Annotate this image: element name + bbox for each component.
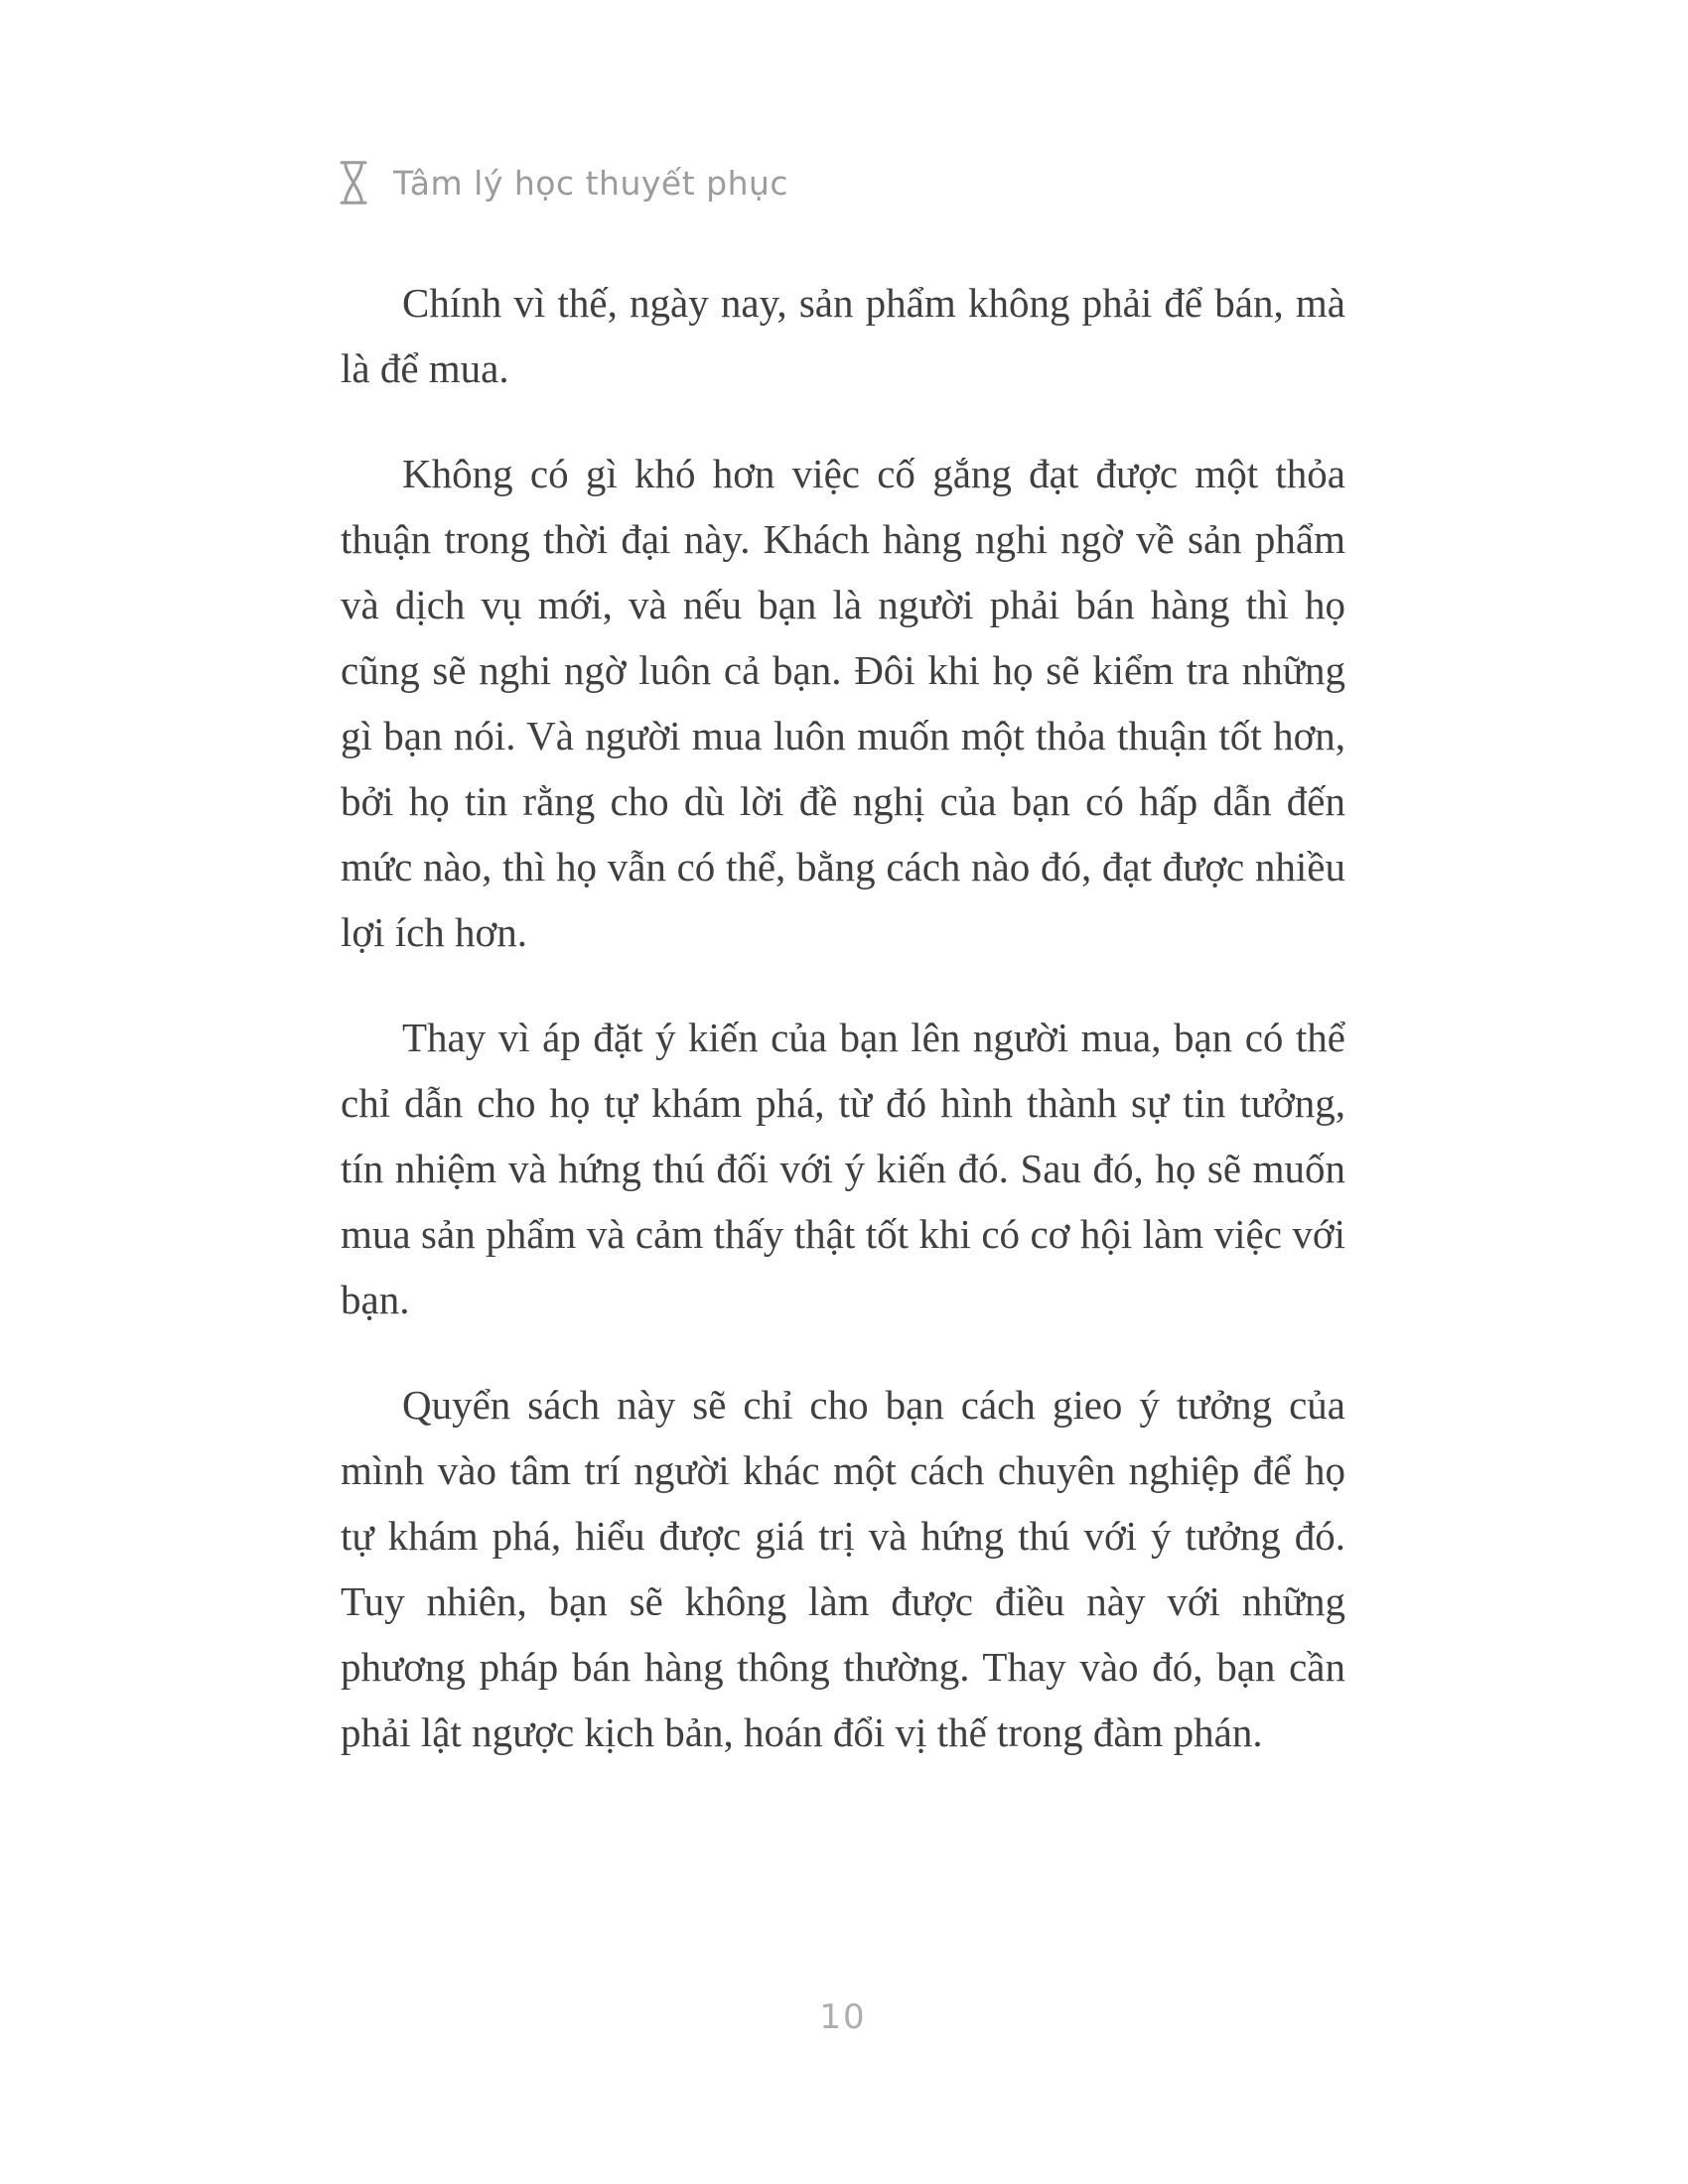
hourglass-icon — [336, 159, 371, 206]
book-title: Tâm lý học thuyết phục — [393, 163, 789, 203]
paragraph-2: Không có gì khó hơn việc cố gắng đạt được một thỏa thuận trong thời đại này. Khách hàng nghi ngờ về sản phẩm và dịch vụ mới, và nếu bạn là người phải bán hàng thì họ cũng sẽ nghi ngờ luôn cả bạn. Đôi khi họ sẽ kiểm tra những gì bạn nói. Và người mua luôn muốn một thỏa thuận tốt hơn, bởi họ tin rằng cho dù lời đề nghị của bạn có hấp dẫn đến mức nào, thì họ vẫn có thể, bằng cách nào đó, đạt được nhiều lợi ích hơn. — [341, 451, 1345, 955]
page-footer — [341, 1997, 1345, 2037]
page-body — [341, 270, 1345, 1805]
page-number: 10 — [819, 1997, 867, 2037]
paragraph-1: Chính vì thế, ngày nay, sản phẩm không phải để bán, mà là để mua. — [341, 280, 1345, 391]
page-header — [336, 159, 788, 206]
paragraph-4: Quyển sách này sẽ chỉ cho bạn cách gieo ý tưởng của mình vào tâm trí người khác một cách chuyên nghiệp để họ tự khám phá, hiểu được giá trị và hứng thú với ý tưởng đó. Tuy nhiên, bạn sẽ không làm được điều này với những phương pháp bán hàng thông thường. Thay vào đó, bạn cần phải lật ngược kịch bản, hoán đổi vị thế trong đàm phán. — [341, 1382, 1345, 1755]
paragraph-3: Thay vì áp đặt ý kiến của bạn lên người mua, bạn có thể chỉ dẫn cho họ tự khám phá, từ đó hình thành sự tin tưởng, tín nhiệm và hứng thú đối với ý kiến đó. Sau đó, họ sẽ muốn mua sản phẩm và cảm thấy thật tốt khi có cơ hội làm việc với bạn. — [341, 1015, 1345, 1322]
